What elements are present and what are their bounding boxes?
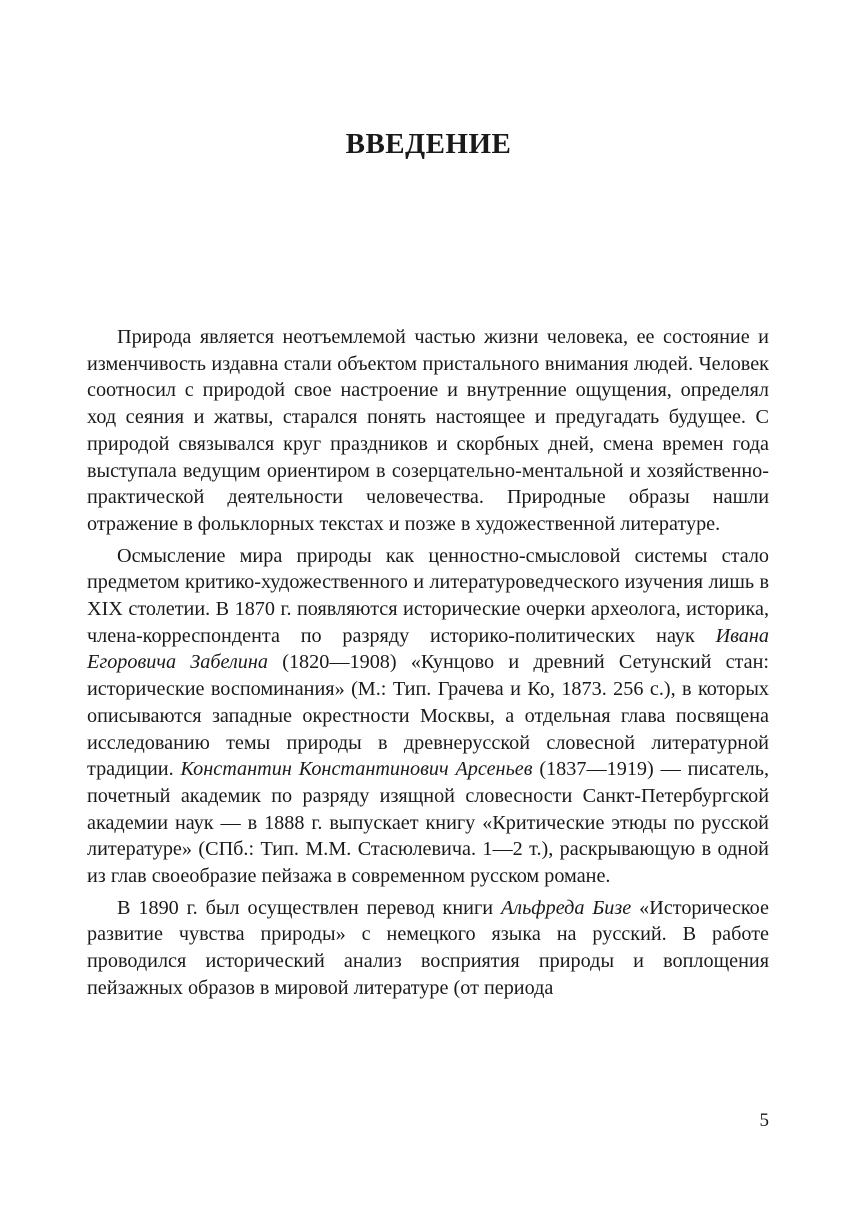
text-segment: (1837—1919) — писатель, почетный академик по разряду изящной словесности Санкт-Петербургской академии наук — в 1888 г. выпускает книгу «Критические этюды по русской литературе» (СПб.: Тип. М.М. Стасюлевича. 1—2 т.), раскрывающую в одной из глав своеобразие пейзажа в современном русском романе. (87, 758, 769, 888)
text-segment: В 1890 г. был осуществлен перевод книги (117, 896, 501, 919)
page-number: 5 (759, 1110, 769, 1131)
text-segment: (1820—1908) «Кунцово и древний Сетунский стан: исторические воспоминания» (М.: Тип. Грачева и Ко, 1873. 256 с.), в которых описываются западные окрестности Москвы, а отдельная глава посвящена исследованию темы природы в древнерусской словесной литературной традиции. (87, 651, 769, 781)
page-title: ВВЕДЕНИЕ (345, 128, 512, 160)
author-name-biese: Альфреда Бизе (500, 896, 632, 919)
text-segment: «Историческое развитие чувства природы» с немецкого языка на русский. В работе проводился исторический анализ восприятия природы и воплощения пейзажных образов в мировой литературе (от периода (87, 896, 769, 999)
body-text (87, 324, 769, 1007)
author-name-zabelin: Ивана Егоровича Забелина (87, 624, 769, 674)
text-segment: Природа является неотъемлемой частью жизни человека, ее состояние и изменчивость издавна стали объектом пристального внимания людей. Человек соотносил с природой свое настроение и внутренние ощущения, определял ход сеяния и жатвы, старался понять настоящее и предугадать будущее. С природой связывался круг праздников и скорбных дней, смена времен года выступала ведущим ориентиром в созерцательно-ментальной и хозяйственно-практической деятельности человечества. Природные образы нашли отражение в фольклорных текстах и позже в художественной литературе. (87, 326, 769, 535)
author-name-arsenyev: Константин Константинович Арсеньев (180, 758, 533, 781)
paragraph-intro (87, 324, 769, 538)
text-segment: Осмысление мира природы как ценностно-смысловой системы стало предметом критико-художественного и литературоведческого изучения лишь в XIX столетии. В 1870 г. появляются исторические очерки археолога, историка, члена-корреспондента по разряду историко-политических наук (87, 544, 769, 647)
paragraph-translation (87, 895, 769, 1002)
paragraph-criticism-history (87, 543, 769, 890)
